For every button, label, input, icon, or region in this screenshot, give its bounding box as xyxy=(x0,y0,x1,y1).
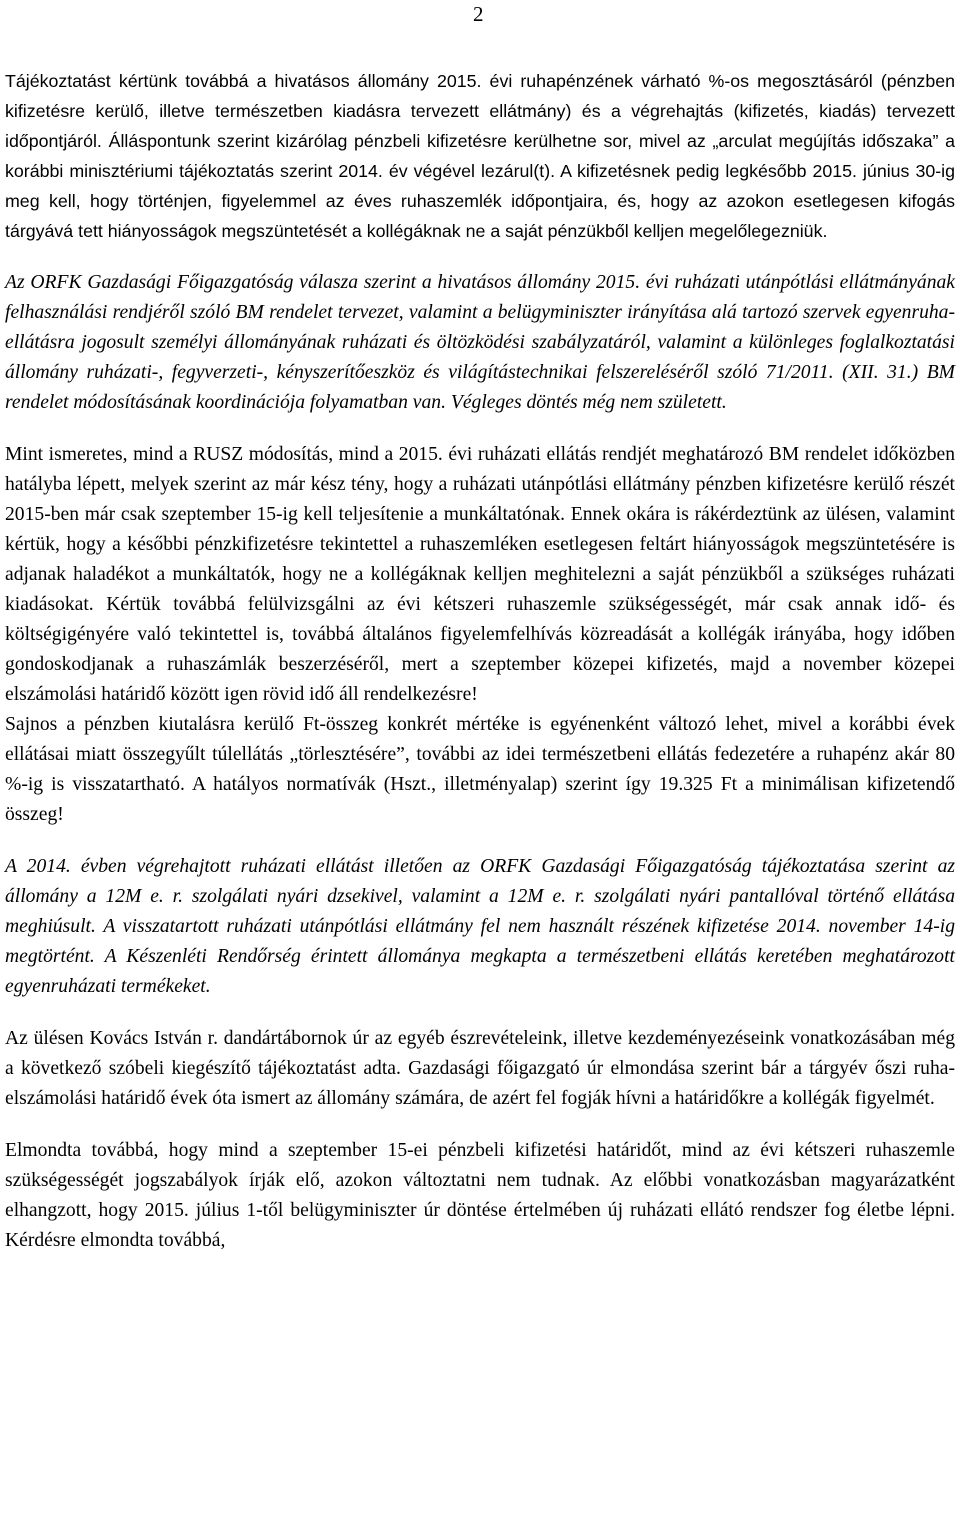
paragraph-rusz-amendment: Mint ismeretes, mind a RUSZ módosítás, mind a 2015. évi ruházati ellátás rendjét meghatározó BM rendelet időközben hatályba lépett, melyek szerint az már kész tény, hogy a ruházati utánpótlási ellátmány pénzben kifizetésre kerülő részét 2015-ben már csak szeptember 15-ig kell teljesítenie a munkáltatónak. Ennek okára is rákérdeztünk az ülésen, valamint kértük, hogy a későbbi pénzkifizetésre tekintettel a ruhaszemléken esetlegesen feltárt hiányosságok megszüntetésére is adjanak haladékot a munkáltatók, hogy ne a kollégáknak kelljen meghitelezni a saját pénzükből a szükséges ruházati kiadásokat. Kértük továbbá felülvizsgálni az évi kétszeri ruhaszemle szükségességét, már csak annak idő- és költségigényére való tekintettel is, továbbá általános figyelemfelhívás közreadását a kollégák irányába, hogy időben gondoskodjanak a ruhaszámlák beszerzéséről, mert a szeptember közepei kifizetés, majd a november közepei elszámolási határidő között igen rövid idő áll rendelkezésre! xyxy=(5,444,955,705)
paragraph-payment-amount: Sajnos a pénzben kiutalásra kerülő Ft-összeg konkrét mértéke is egyénenként változó lehet, mivel a korábbi évek ellátásai miatt összegyűlt túlellátás „törlesztésére”, további az idei természetbeni ellátás fedezetére a ruhapénz akár 80 %-ig is visszatartható. A hatályos normatívák (Hszt., illetményalap) szerint így 19.325 Ft a minimálisan kifizetendő összeg! xyxy=(5,714,955,825)
paragraph-meeting-statement: Az ülésen Kovács István r. dandártábornok úr az egyéb észrevételeink, illetve kezdeményezéseink vonatkozásában még a következő szóbeli kiegészítő tájékoztatást adta. Gazdasági főigazgató úr elmondása szerint bár a tárgyév őszi ruha-elszámolási határidő évek óta ismert az állomány számára, de azért fel fogják hívni a határidőkre a kollégák figyelmét. xyxy=(5,1028,955,1109)
paragraph-uniform-allowance-request: Tájékoztatást kértünk továbbá a hivatásos állomány 2015. évi ruhapénzének várható %-os megosztásáról (pénzben kifizetésre kerülő, illetve természetben kiadásra tervezett ellátmány) és a végrehajtás (kifizetés, kiadás) tervezett időpontjáról. Álláspontunk szerint kizárólag pénzbeli kifizetésre kerülhetne sor, mivel az „arculat megújítás időszaka” a korábbi minisztériumi tájékoztatás szerint 2014. év végével lezárul(t). A kifizetésnek pedig legkésőbb 2015. június 30-ig meg kell, hogy történjen, figyelemmel az éves ruhaszemlék időpontjaira, és, hogy az azokon esetlegesen kifogás tárgyává tett hiányosságok megszüntetését a kollégáknak ne a saját pénzükből kelljen megelőlegezniük. xyxy=(5,71,955,241)
paragraph-2014-supply: A 2014. évben végrehajtott ruházati ellátást illetően az ORFK Gazdasági Főigazgatóság tájékoztatása szerint az állomány a 12M e. r. szolgálati nyári dzsekivel, valamint a 12M e. r. szolgálati nyári pantallóval történő ellátása meghiúsult. A visszatartott ruházati utánpótlási ellátmány fel nem használt részének kifizetése 2014. november 14-ig megtörtént. A Készenléti Rendőrség érintett állománya megkapta a természetbeni ellátás keretében meghatározott egyenruházati termékeket. xyxy=(5,856,955,997)
paragraph-orfk-response: Az ORFK Gazdasági Főigazgatóság válasza szerint a hivatásos állomány 2015. évi ruházati utánpótlási ellátmányának felhasználási rendjéről szóló BM rendelet tervezet, valamint a belügyminiszter irányítása alá tartozó szervek egyenruha-ellátásra jogosult személyi állományának ruházati és öltözködési szabályzatáról, valamint a különleges foglalkoztatási állomány ruházati-, fegyverzeti-, kényszerítőeszköz és világítástechnikai felszereléséről szóló 71/2011. (XII. 31.) BM rendelet módosításának koordinációja folyamatban van. Végleges döntés még nem született. xyxy=(5,272,955,413)
document-body xyxy=(5,66,955,1256)
page-number: 2 xyxy=(473,2,484,26)
paragraph-deadlines: Elmondta továbbá, hogy mind a szeptember 15-ei pénzbeli kifizetési határidőt, mind az évi kétszeri ruhaszemle szükségességét jogszabályok írják elő, azokon változtatni nem tudnak. Az előbbi vonatkozásban magyarázatként elhangzott, hogy 2015. július 1-től belügyminiszter úr döntése értelmében új ruházati ellátó rendszer fog életbe lépni. Kérdésre elmondta továbbá, xyxy=(5,1140,955,1251)
